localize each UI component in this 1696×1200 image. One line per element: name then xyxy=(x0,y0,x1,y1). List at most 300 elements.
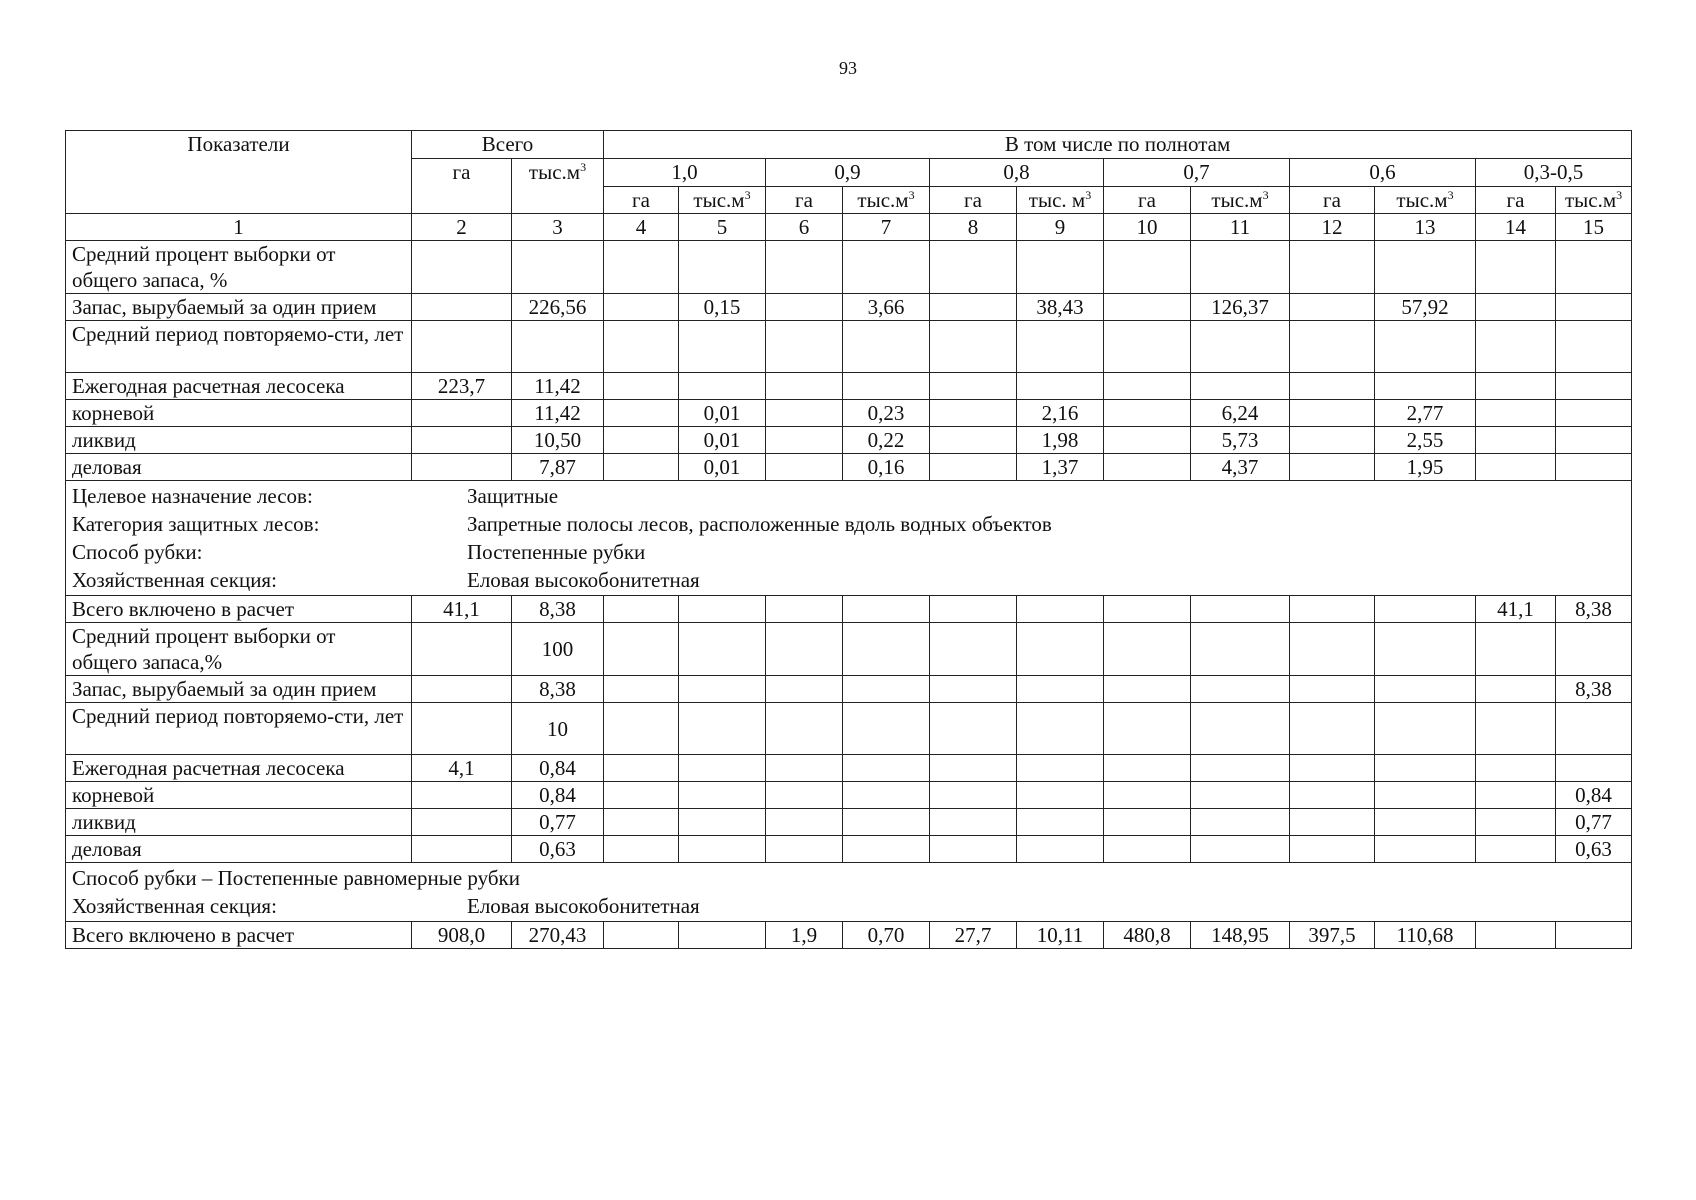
table-cell xyxy=(843,836,930,863)
table-cell xyxy=(930,321,1017,373)
table-cell xyxy=(930,596,1017,623)
row-label: Запас, вырубаемый за один прием xyxy=(66,294,412,321)
table-cell: 8,38 xyxy=(1556,676,1632,703)
table-cell xyxy=(1375,836,1476,863)
header-by-density: В том числе по полнотам xyxy=(604,131,1632,159)
table-cell: 908,0 xyxy=(412,922,512,949)
table-cell xyxy=(512,241,604,294)
table-cell xyxy=(1290,321,1375,373)
row-label: корневой xyxy=(66,400,412,427)
table-cell xyxy=(412,782,512,809)
table-cell: 1,37 xyxy=(1017,454,1104,481)
felling-method-line: Способ рубки – Постепенные равномерные рубки xyxy=(72,866,520,890)
table-cell xyxy=(1556,755,1632,782)
table-cell: 126,37 xyxy=(1191,294,1290,321)
table-cell xyxy=(1375,755,1476,782)
table-row xyxy=(66,454,1632,481)
table-cell xyxy=(1104,321,1191,373)
row-label: Средний период повторяемо-сти, лет xyxy=(66,703,412,755)
table-cell xyxy=(1476,809,1556,836)
table-cell: 10,50 xyxy=(512,427,604,454)
table-cell xyxy=(1375,782,1476,809)
forest-category xyxy=(72,510,1625,538)
table-cell: 27,7 xyxy=(930,922,1017,949)
table-cell xyxy=(766,241,843,294)
row-label: деловая xyxy=(66,836,412,863)
table-cell xyxy=(1104,427,1191,454)
table-cell xyxy=(843,623,930,676)
table-cell xyxy=(766,755,843,782)
table-cell xyxy=(604,782,679,809)
table-row xyxy=(66,782,1632,809)
table-cell xyxy=(843,373,930,400)
forest-purpose-value: Защитные xyxy=(467,484,559,508)
table-cell xyxy=(604,836,679,863)
table-cell xyxy=(1375,623,1476,676)
table-cell: 110,68 xyxy=(1375,922,1476,949)
table-cell: 2,55 xyxy=(1375,427,1476,454)
table-cell xyxy=(1375,241,1476,294)
table-cell xyxy=(1104,454,1191,481)
table-cell xyxy=(1476,755,1556,782)
row-label: Запас, вырубаемый за один прием xyxy=(66,676,412,703)
header-density-vol: $тыс.м^3$ xyxy=(843,187,930,214)
header-density-6: 0,3-0,5 xyxy=(1476,159,1632,187)
table-cell xyxy=(679,373,766,400)
table-cell xyxy=(1556,373,1632,400)
header-density-vol: тыс. $м^3$ xyxy=(1017,187,1104,214)
table-cell xyxy=(766,427,843,454)
column-number: 5 xyxy=(679,214,766,241)
table-cell xyxy=(766,676,843,703)
table-cell xyxy=(1476,782,1556,809)
table-cell xyxy=(1290,400,1375,427)
header-density-ha: га xyxy=(766,187,843,214)
page-number: 93 xyxy=(839,58,857,78)
table-cell: 1,98 xyxy=(1017,427,1104,454)
table-cell xyxy=(1476,427,1556,454)
table-cell xyxy=(1556,623,1632,676)
table-cell xyxy=(604,294,679,321)
table-cell: 0,22 xyxy=(843,427,930,454)
table-cell xyxy=(604,809,679,836)
section-info-row xyxy=(66,481,1632,596)
column-number: 8 xyxy=(930,214,1017,241)
table-row xyxy=(66,809,1632,836)
table-row xyxy=(66,294,1632,321)
table-cell: 8,38 xyxy=(512,676,604,703)
table-cell: 1,95 xyxy=(1375,454,1476,481)
table-cell xyxy=(604,321,679,373)
header-density-ha: га xyxy=(930,187,1017,214)
table-cell xyxy=(1017,321,1104,373)
section-info xyxy=(66,863,1632,922)
table-cell xyxy=(1191,755,1290,782)
header-density-3: 0,8 xyxy=(930,159,1104,187)
table-row xyxy=(66,755,1632,782)
table-cell xyxy=(412,321,512,373)
column-number: 1 xyxy=(66,214,412,241)
table-cell xyxy=(930,427,1017,454)
economic-section-2-value: Еловая высокобонитетная xyxy=(467,894,700,918)
table-row xyxy=(66,373,1632,400)
table-cell: 11,42 xyxy=(512,400,604,427)
table-cell xyxy=(1104,294,1191,321)
table-row xyxy=(66,427,1632,454)
table-cell xyxy=(843,703,930,755)
table-cell xyxy=(1104,703,1191,755)
table-cell: 0,16 xyxy=(843,454,930,481)
table-cell xyxy=(1290,623,1375,676)
column-number: 7 xyxy=(843,214,930,241)
table-cell xyxy=(843,755,930,782)
column-number: 3 xyxy=(512,214,604,241)
table-cell xyxy=(1104,676,1191,703)
table-cell xyxy=(843,241,930,294)
table-cell xyxy=(679,676,766,703)
table-cell: 148,95 xyxy=(1191,922,1290,949)
table-cell xyxy=(604,922,679,949)
felling-method xyxy=(72,538,1625,566)
table-cell xyxy=(930,454,1017,481)
table-row xyxy=(66,703,1632,755)
table-cell xyxy=(930,703,1017,755)
economic-section-2 xyxy=(72,892,1625,920)
table-cell xyxy=(1104,782,1191,809)
table-cell xyxy=(1017,676,1104,703)
header-indicators: Показатели xyxy=(66,131,412,214)
table-cell: 10,11 xyxy=(1017,922,1104,949)
table-cell xyxy=(679,321,766,373)
table-cell: 0,01 xyxy=(679,427,766,454)
column-number: 9 xyxy=(1017,214,1104,241)
table-cell: 0,63 xyxy=(512,836,604,863)
table-cell xyxy=(1556,454,1632,481)
section-info-row xyxy=(66,863,1632,922)
table-cell xyxy=(930,782,1017,809)
table-cell xyxy=(1290,809,1375,836)
table-cell: 0,70 xyxy=(843,922,930,949)
row-label: деловая xyxy=(66,454,412,481)
table-cell xyxy=(1017,703,1104,755)
forest-purpose-label: Целевое назначение лесов: xyxy=(72,484,313,508)
table-cell xyxy=(1476,373,1556,400)
table-cell xyxy=(1556,703,1632,755)
column-number: 2 xyxy=(412,214,512,241)
table-cell: 1,9 xyxy=(766,922,843,949)
table-cell: 8,38 xyxy=(512,596,604,623)
table-cell xyxy=(1375,676,1476,703)
table-cell: 57,92 xyxy=(1375,294,1476,321)
table-cell: 0,01 xyxy=(679,400,766,427)
table-cell xyxy=(1556,922,1632,949)
table-cell xyxy=(1290,782,1375,809)
header-density-ha: га xyxy=(1104,187,1191,214)
table-cell: 41,1 xyxy=(412,596,512,623)
table-cell xyxy=(843,321,930,373)
column-number: 13 xyxy=(1375,214,1476,241)
row-label: Всего включено в расчет xyxy=(66,922,412,949)
table-cell xyxy=(1104,623,1191,676)
table-cell xyxy=(1476,676,1556,703)
table-cell xyxy=(412,454,512,481)
table-cell xyxy=(1104,241,1191,294)
table-cell xyxy=(1556,400,1632,427)
table-cell xyxy=(1191,836,1290,863)
table-cell xyxy=(1104,755,1191,782)
allowable-cut-table xyxy=(65,130,1632,949)
table-cell xyxy=(1017,755,1104,782)
table-cell xyxy=(679,809,766,836)
header-density-vol: $тыс.м^3$ xyxy=(1191,187,1290,214)
table-cell xyxy=(766,782,843,809)
table-cell xyxy=(1290,755,1375,782)
table-cell xyxy=(1104,400,1191,427)
table-cell xyxy=(766,373,843,400)
row-label: ликвид xyxy=(66,809,412,836)
table-cell xyxy=(930,755,1017,782)
table-cell xyxy=(1290,373,1375,400)
header-total-ha: га xyxy=(412,159,512,214)
table-cell xyxy=(1104,373,1191,400)
table-cell: 0,23 xyxy=(843,400,930,427)
table-cell: 0,15 xyxy=(679,294,766,321)
header-density-5: 0,6 xyxy=(1290,159,1476,187)
table-cell xyxy=(1104,809,1191,836)
table-cell xyxy=(604,241,679,294)
table-row xyxy=(66,241,1632,294)
table-row xyxy=(66,676,1632,703)
header-density-vol: $тыс.м^3$ xyxy=(1375,187,1476,214)
economic-section-value: Еловая высокобонитетная xyxy=(467,568,700,592)
table-cell xyxy=(512,321,604,373)
table-cell xyxy=(930,373,1017,400)
header-density-ha: га xyxy=(604,187,679,214)
table-cell: 397,5 xyxy=(1290,922,1375,949)
table-cell: 0,77 xyxy=(512,809,604,836)
table-cell xyxy=(1191,321,1290,373)
table-cell xyxy=(1556,294,1632,321)
header-density-2: 0,9 xyxy=(766,159,930,187)
row-label: Средний процент выборки от общего запаса, % xyxy=(66,241,412,294)
table-cell xyxy=(604,373,679,400)
column-number: 12 xyxy=(1290,214,1375,241)
table-cell xyxy=(604,623,679,676)
table-cell xyxy=(679,922,766,949)
table-cell xyxy=(412,809,512,836)
section-info xyxy=(66,481,1632,596)
table-cell xyxy=(1375,703,1476,755)
table-cell xyxy=(1375,809,1476,836)
table-cell xyxy=(1017,596,1104,623)
header-density-vol: $тыс.м^3$ xyxy=(679,187,766,214)
table-row xyxy=(66,596,1632,623)
table-cell xyxy=(1191,703,1290,755)
table-cell: 41,1 xyxy=(1476,596,1556,623)
table-cell xyxy=(412,427,512,454)
economic-section xyxy=(72,566,1625,594)
table-cell xyxy=(1191,676,1290,703)
table-cell xyxy=(412,400,512,427)
table-cell xyxy=(1290,703,1375,755)
table-cell xyxy=(412,836,512,863)
forest-category-label: Категория защитных лесов: xyxy=(72,512,320,536)
table-cell xyxy=(930,294,1017,321)
table-cell xyxy=(412,241,512,294)
economic-section-2-label: Хозяйственная секция: xyxy=(72,894,277,918)
table-cell xyxy=(1191,809,1290,836)
table-cell: 270,43 xyxy=(512,922,604,949)
table-cell xyxy=(1476,321,1556,373)
table-cell: 38,43 xyxy=(1017,294,1104,321)
table-cell: 10 xyxy=(512,703,604,755)
header-density-4: 0,7 xyxy=(1104,159,1290,187)
table-row xyxy=(66,321,1632,373)
row-label: ликвид xyxy=(66,427,412,454)
table-cell: 4,1 xyxy=(412,755,512,782)
table-cell xyxy=(1476,836,1556,863)
row-label: Средний период повторяемо-сти, лет xyxy=(66,321,412,373)
column-number: 15 xyxy=(1556,214,1632,241)
table-cell: 0,77 xyxy=(1556,809,1632,836)
table-cell: 3,66 xyxy=(843,294,930,321)
header-density-ha: га xyxy=(1290,187,1375,214)
table-cell xyxy=(766,321,843,373)
table-cell: 8,38 xyxy=(1556,596,1632,623)
table-cell: 0,84 xyxy=(512,755,604,782)
table-cell xyxy=(1017,373,1104,400)
column-number: 4 xyxy=(604,214,679,241)
table-cell xyxy=(604,454,679,481)
table-cell xyxy=(930,676,1017,703)
economic-section-label: Хозяйственная секция: xyxy=(72,568,277,592)
header-density-ha: га xyxy=(1476,187,1556,214)
table-cell: 11,42 xyxy=(512,373,604,400)
table-cell: 223,7 xyxy=(412,373,512,400)
table-cell: 0,01 xyxy=(679,454,766,481)
table-cell: 2,77 xyxy=(1375,400,1476,427)
table-cell xyxy=(1191,596,1290,623)
column-number: 14 xyxy=(1476,214,1556,241)
table-cell: 2,16 xyxy=(1017,400,1104,427)
table-cell xyxy=(679,836,766,863)
row-label: Ежегодная расчетная лесосека xyxy=(66,373,412,400)
table-row xyxy=(66,836,1632,863)
table-cell xyxy=(1191,782,1290,809)
table-cell xyxy=(1191,623,1290,676)
row-label: Средний процент выборки от общего запаса,% xyxy=(66,623,412,676)
table-cell xyxy=(843,676,930,703)
row-label: Ежегодная расчетная лесосека xyxy=(66,755,412,782)
felling-method-value: Постепенные рубки xyxy=(467,540,646,564)
table-cell xyxy=(1375,373,1476,400)
table-cell xyxy=(766,294,843,321)
table-cell xyxy=(930,623,1017,676)
table-cell xyxy=(1476,454,1556,481)
row-label: Всего включено в расчет xyxy=(66,596,412,623)
table-cell xyxy=(1476,400,1556,427)
table-cell xyxy=(412,623,512,676)
table-cell xyxy=(766,836,843,863)
table-cell xyxy=(1476,922,1556,949)
table-cell: 480,8 xyxy=(1104,922,1191,949)
table-cell xyxy=(930,809,1017,836)
table-cell xyxy=(766,454,843,481)
table-cell: 0,63 xyxy=(1556,836,1632,863)
table-cell: 0,84 xyxy=(512,782,604,809)
table-cell xyxy=(604,596,679,623)
forest-purpose xyxy=(72,482,1625,510)
header-total-vol: $тыс.м^3$ xyxy=(512,159,604,214)
table-cell xyxy=(766,703,843,755)
table-cell xyxy=(679,782,766,809)
table-cell xyxy=(1476,623,1556,676)
column-number: 6 xyxy=(766,214,843,241)
table-cell xyxy=(930,836,1017,863)
table-cell xyxy=(1290,241,1375,294)
table-cell xyxy=(1017,782,1104,809)
table-cell xyxy=(1290,294,1375,321)
table-cell xyxy=(1556,427,1632,454)
table-cell xyxy=(766,623,843,676)
table-row xyxy=(66,400,1632,427)
forest-category-value: Запретные полосы лесов, расположенные вдоль водных объектов xyxy=(467,512,1052,536)
table-cell xyxy=(679,755,766,782)
table-cell xyxy=(1375,596,1476,623)
table-cell: 0,84 xyxy=(1556,782,1632,809)
column-number: 10 xyxy=(1104,214,1191,241)
table-cell xyxy=(412,294,512,321)
felling-method-label: Способ рубки: xyxy=(72,540,203,564)
table-cell xyxy=(1017,836,1104,863)
table-cell xyxy=(1191,373,1290,400)
table-cell xyxy=(1476,294,1556,321)
table-cell xyxy=(1290,836,1375,863)
table-cell xyxy=(766,596,843,623)
table-cell xyxy=(1290,676,1375,703)
table-cell xyxy=(843,596,930,623)
table-cell xyxy=(1556,321,1632,373)
table-cell xyxy=(1556,241,1632,294)
table-cell xyxy=(604,400,679,427)
table-cell xyxy=(1290,454,1375,481)
table-cell xyxy=(766,400,843,427)
table-cell xyxy=(766,809,843,836)
table-cell xyxy=(604,755,679,782)
table-cell xyxy=(604,427,679,454)
table-cell: 7,87 xyxy=(512,454,604,481)
table-cell xyxy=(1104,596,1191,623)
table-cell xyxy=(1290,427,1375,454)
table-cell xyxy=(679,241,766,294)
table-cell xyxy=(930,241,1017,294)
table-cell xyxy=(1104,836,1191,863)
table-cell xyxy=(1375,321,1476,373)
table-cell xyxy=(604,676,679,703)
table-cell xyxy=(1476,703,1556,755)
table-cell: 6,24 xyxy=(1191,400,1290,427)
table-cell xyxy=(679,623,766,676)
table-row xyxy=(66,922,1632,949)
row-label: корневой xyxy=(66,782,412,809)
table-cell xyxy=(604,703,679,755)
header-density-vol: $тыс.м^3$ xyxy=(1556,187,1632,214)
table-cell xyxy=(843,782,930,809)
table-cell xyxy=(412,676,512,703)
table-cell xyxy=(679,703,766,755)
table-cell xyxy=(1017,623,1104,676)
header-total: Всего xyxy=(412,131,604,159)
